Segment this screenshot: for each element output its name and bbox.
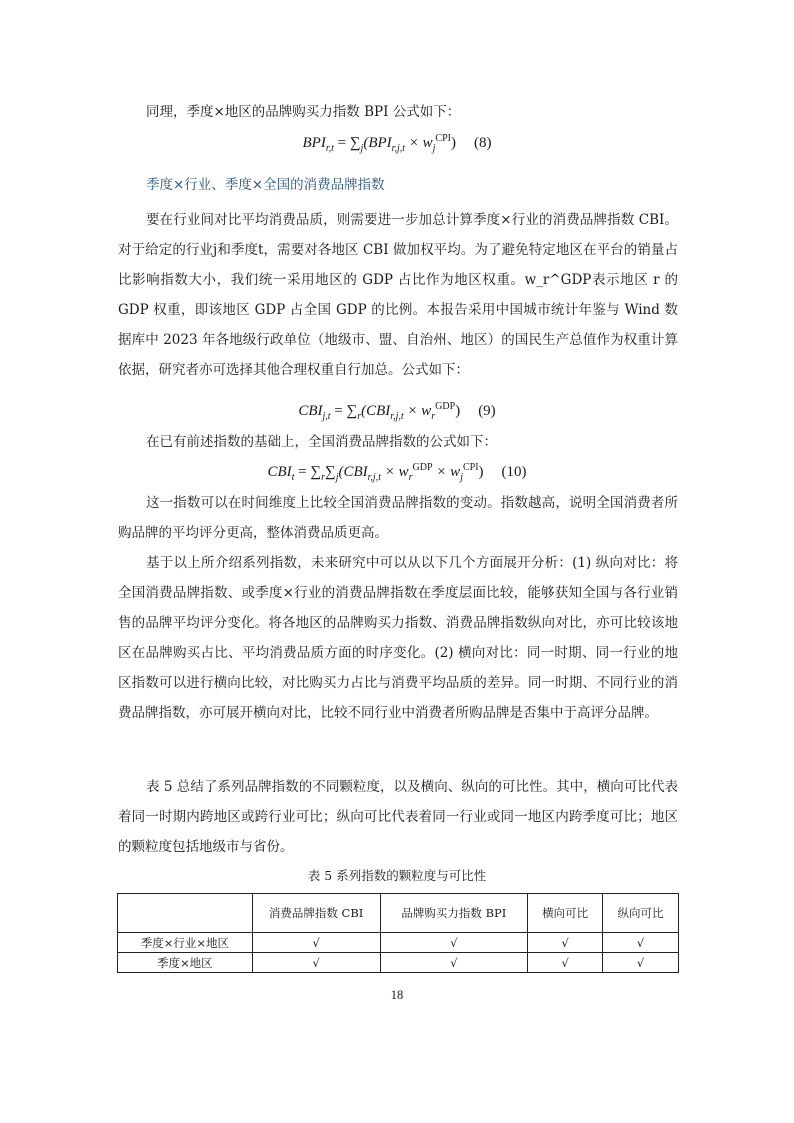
body-paragraph-1: 要在行业间对比平均消费品质，则需要进一步加总计算季度×行业的消费品牌指数 CBI。对于给定的行业j和季度t，需要对各地区 CBI 做加权平均。为了避免特定地区在平台的销量占比影响指数大小，我们统一采用地区的 GDP 占比作为地区权重。w_r^GDP表示地区 r 的 GDP 权重，即该地区 GDP 占全国 GDP 的比例。本报告采用中国城市统计年鉴与 Wind 数据库中 2023 年各地级行政单位（地级市、盟、自治州、地区）的国民生产总值作为权重计算依据，研究者亦可选择其他合理权重自行加总。公式如下： xyxy=(118,212,678,378)
body-paragraph-2: 在已有前述指数的基础上，全国消费品牌指数的公式如下： xyxy=(146,434,497,450)
body-paragraph-3: 这一指数可以在时间维度上比较全国消费品牌指数的变动。指数越高，说明全国消费者所购品牌的平均评分更高，整体消费品质更高。 xyxy=(118,495,678,541)
check-cell: √ xyxy=(380,933,528,953)
check-cell: √ xyxy=(528,953,603,973)
header-cell-vertical: 纵向可比 xyxy=(603,894,679,933)
equation-number: (10) xyxy=(501,464,527,480)
header-cell-cbi: 消费品牌指数 CBI xyxy=(252,894,380,933)
equation-number: (8) xyxy=(473,135,492,151)
equation-8: $BPI_{r,t} = \sum_j(BPI_{r,j,t} \times w_j^{CPI})$ (8) xyxy=(302,133,492,154)
check-cell: √ xyxy=(380,953,528,973)
table-header-row xyxy=(118,894,679,933)
check-cell: √ xyxy=(603,933,679,953)
header-cell-horizontal: 横向可比 xyxy=(528,894,603,933)
equation-number: (9) xyxy=(478,403,496,419)
table-row xyxy=(118,953,679,973)
body-paragraph-4: 基于以上所介绍系列指数，未来研究中可以从以下几个方面展开分析：(1) 纵向对比：将全国消费品牌指数、或季度×行业的消费品牌指数在季度层面比较，能够获知全国与各行业销售的品牌平均评分变化。将各地区的品牌购买力指数、消费品牌指数纵向对比，亦可比较该地区在品牌购买占比、平均消费品质方面的时序变化。(2) 横向对比：同一时期、同一行业的地区指数可以进行横向比较，对比购买力占比与消费平均品质的差异。同一时期、不同行业的消费品牌指数，亦可展开横向对比，比较不同行业中消费者所购品牌是否集中于高评分品牌。 xyxy=(118,555,678,721)
check-cell: √ xyxy=(252,953,380,973)
check-cell: √ xyxy=(603,953,679,973)
section-subheading: 季度×行业、季度×全国的消费品牌指数 xyxy=(146,177,385,193)
body-paragraph-5: 表 5 总结了系列品牌指数的不同颗粒度，以及横向、纵向的可比性。其中，横向可比代表着同一时期内跨地区或跨行业可比；纵向可比代表着同一行业或同一地区内跨季度可比；地区的颗粒度包括地级市与省份。 xyxy=(118,779,678,855)
header-cell-empty xyxy=(118,894,253,933)
row-label: 季度×地区 xyxy=(118,953,253,973)
equation-10: $CBI_t = \sum_r\sum_j(CBI_{r,j,t} \times w_r^{GDP} \times w_j^{CPI})$ (10) xyxy=(267,462,527,483)
check-cell: √ xyxy=(252,933,380,953)
check-cell: √ xyxy=(528,933,603,953)
table-row xyxy=(118,933,679,953)
equation-9: $CBI_{j,t} = \sum_r(CBI_{r,j,t} \times w_r^{GDP})$ (9) xyxy=(298,401,496,422)
intro-paragraph: 同理，季度×地区的品牌购买力指数 BPI 公式如下： xyxy=(146,104,461,120)
table-caption: 表 5 系列指数的颗粒度与可比性 xyxy=(307,868,487,883)
header-cell-bpi: 品牌购买力指数 BPI xyxy=(380,894,528,933)
comparability-table xyxy=(117,893,679,973)
page-number: 18 xyxy=(390,988,404,1002)
row-label: 季度×行业×地区 xyxy=(118,933,253,953)
